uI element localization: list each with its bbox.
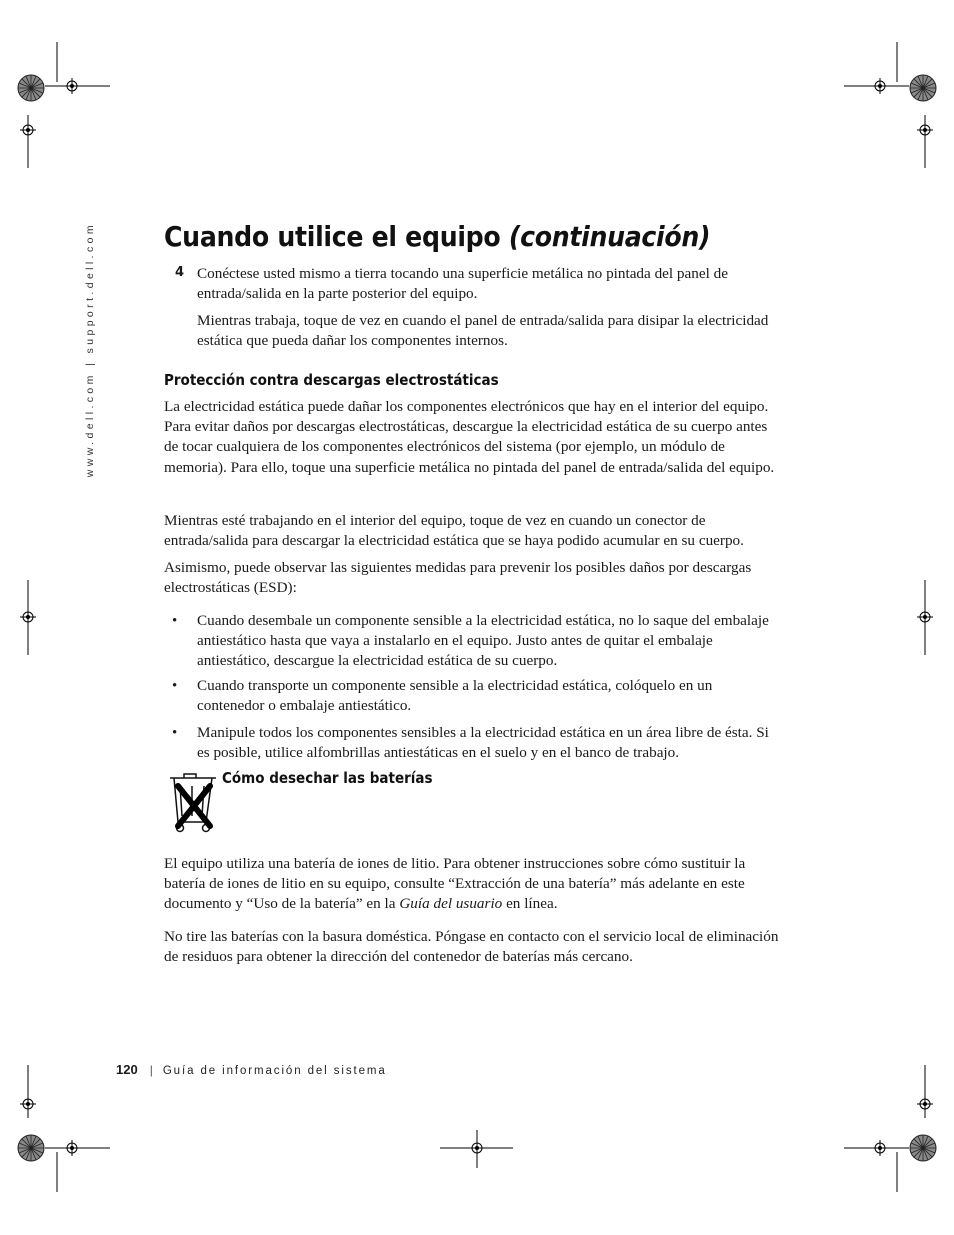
- esd-paragraph-3: Asimismo, puede observar las siguientes medidas para prevenir los posibles daños por descargas electrostáticas (ESD):: [164, 559, 752, 597]
- bullet-symbol: •: [172, 725, 178, 741]
- bullet-symbol: •: [172, 678, 178, 694]
- crossed-out-wheelie-bin-icon: [166, 770, 222, 836]
- user-guide-title: Guía del usuario: [399, 895, 503, 913]
- footer-label: Guía de información del sistema: [162, 1065, 387, 1077]
- list-item: Manipule todos los componentes sensibles a la electricidad estática en un área libre de ésta. Si es posible, utilice alfombrillas antiestáticas en el suelo y en el banco de trabajo.: [197, 724, 769, 762]
- sidebar-url: www.dell.com | support.dell.com: [84, 222, 96, 478]
- page-footer: [116, 1062, 387, 1077]
- page-title: [164, 220, 710, 253]
- title-continuation: (continuación): [508, 220, 711, 253]
- bullet-symbol: •: [172, 613, 178, 629]
- esd-paragraph-1: La electricidad estática puede dañar los componentes electrónicos que hay en el interior del equipo. Para evitar daños por descargas electrostáticas, descargue la electricidad estática de su cuerpo antes de tocar cualquiera de los componentes electrónicos del sistema (por ejemplo, un módulo de memoria). Para ello, toque una superficie metálica no pintada del panel de entrada/salida del equipo.: [164, 398, 775, 476]
- footer-separator: |: [149, 1063, 153, 1077]
- page-number: 120: [116, 1062, 138, 1077]
- battery-p1-start: El equipo utiliza una batería de iones de litio. Para obtener instrucciones sobre cómo sustituir la batería de iones de litio en su equipo, consulte “Extracción de una batería” más adelante en este documento y “Uso de la batería” en la: [164, 855, 746, 913]
- list-item: Cuando desembale un componente sensible a la electricidad estática, no lo saque del embalaje antiestático hasta que vaya a instalarlo en el equipo. Justo antes de quitar el embalaje antiestático, descargue la electricidad estática de su cuerpo.: [197, 612, 769, 670]
- esd-paragraph-2: Mientras esté trabajando en el interior del equipo, toque de vez en cuando un conector de entrada/salida para descargar la electricidad estática que se haya podido acumular en su cuerpo.: [164, 512, 744, 550]
- esd-heading: Protección contra descargas electrostáticas: [164, 371, 499, 389]
- battery-p1-end: en línea.: [502, 895, 558, 913]
- step-number: 4: [175, 265, 185, 280]
- battery-paragraph-1: [164, 854, 779, 915]
- battery-heading: Cómo desechar las baterías: [222, 769, 433, 787]
- list-item: Cuando transporte un componente sensible a la electricidad estática, colóquelo en un contenedor o embalaje antiestático.: [197, 677, 713, 715]
- title-main: Cuando utilice el equipo: [164, 220, 509, 253]
- step-note: Mientras trabaja, toque de vez en cuando el panel de entrada/salida para disipar la electricidad estática que pueda dañar los componentes internos.: [197, 312, 769, 350]
- battery-paragraph-2: No tire las baterías con la basura doméstica. Póngase en contacto con el servicio local de eliminación de residuos para obtener la dirección del contenedor de baterías más cercano.: [164, 928, 779, 966]
- step-text: Conéctese usted mismo a tierra tocando una superficie metálica no pintada del panel de entrada/salida en la parte posterior del equipo.: [197, 265, 728, 303]
